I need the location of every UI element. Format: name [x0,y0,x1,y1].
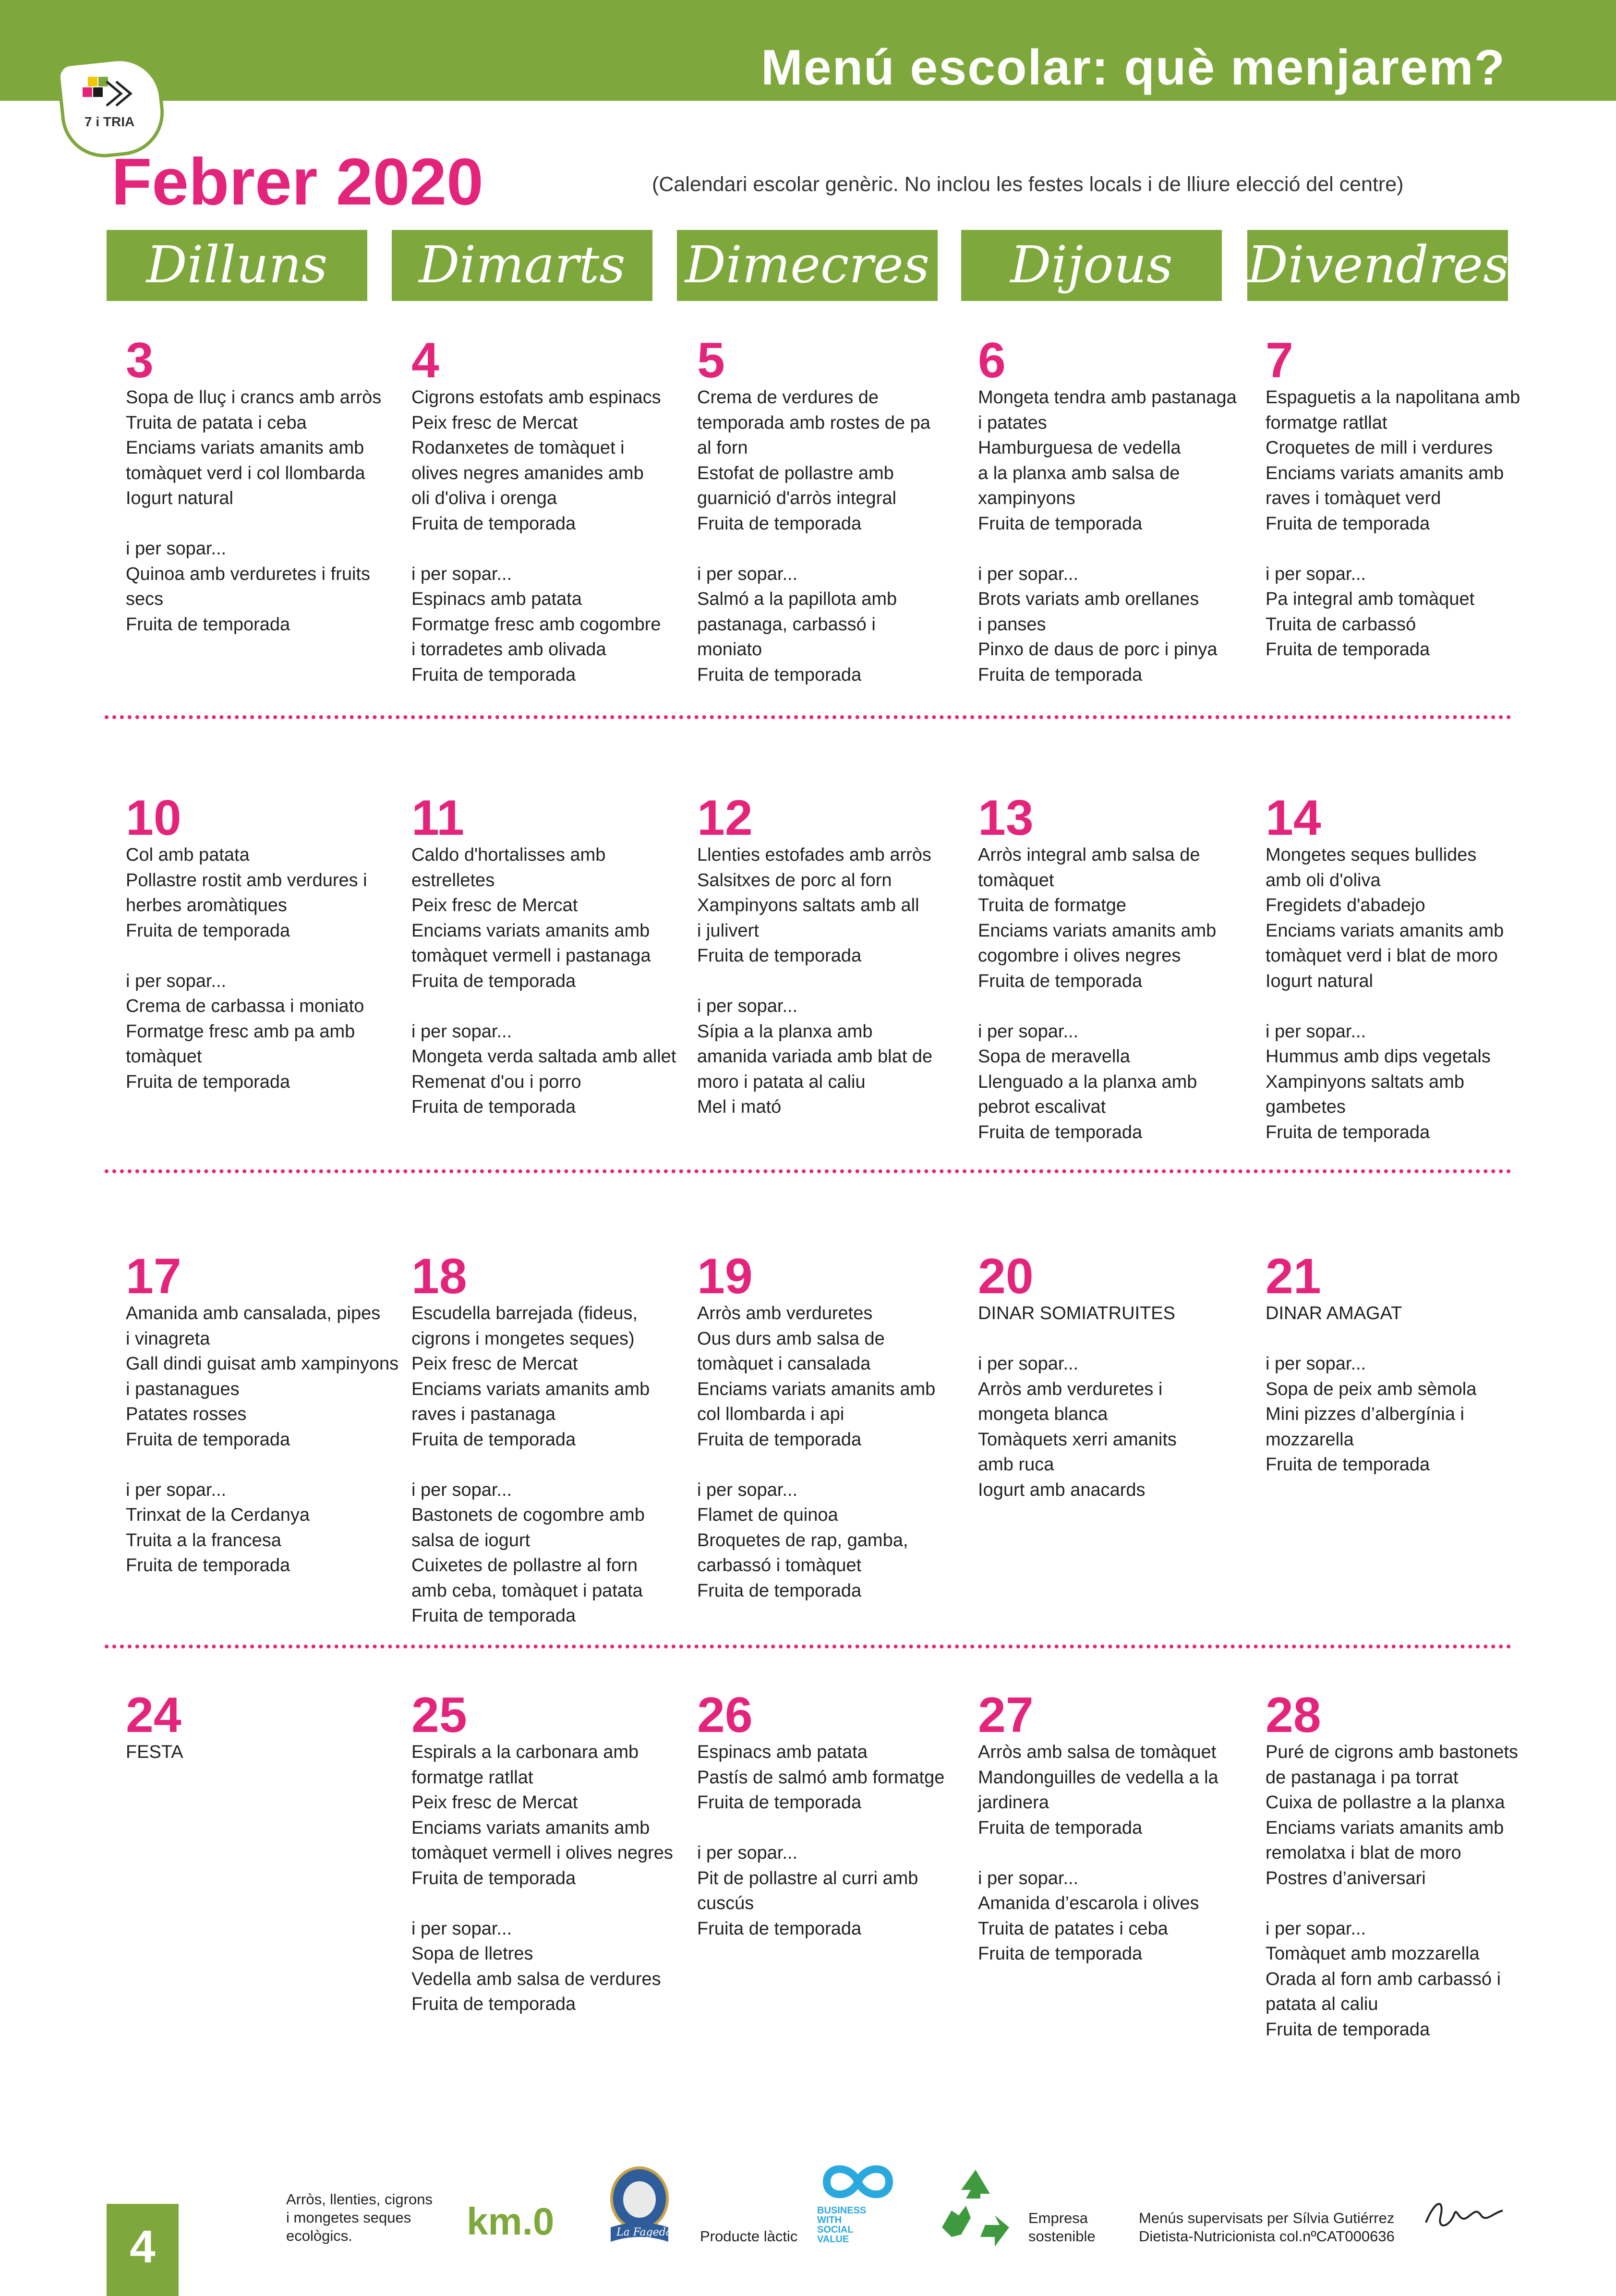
menu-item: i per sopar... [1266,1918,1366,1939]
menu-spacer [978,536,1247,562]
menu-item: Fruita de temporada [697,513,862,534]
menu-item: Estofat de pollastre amb [697,463,894,483]
day-header-wednesday: Dimecres [677,230,938,301]
day-cell [697,333,966,687]
menu-item: Escudella barrejada (fideus, [411,1303,638,1323]
bwsv-line: WITH [817,2215,842,2225]
day-cell [411,790,680,1120]
menu-item: Formatge fresc amb pa amb [126,1021,355,1042]
day-number: 11 [411,790,464,846]
menu-item: Truita a la francesa [126,1530,281,1551]
menu-item: olives negres amanides amb [411,463,644,483]
menu-item: Iogurt natural [1266,971,1373,991]
menu-item: Ous durs amb salsa de [697,1328,885,1349]
menu-item: Fruita de temporada [978,513,1143,534]
menu-item: Fruita de temporada [1266,513,1430,534]
menu-item: col llombarda i api [697,1404,844,1424]
menu-item: Fruita de temporada [126,920,290,941]
menu-item: Fruita de temporada [1266,1122,1430,1142]
menu-spacer [978,994,1247,1019]
menu-item: Fruita de temporada [1266,1455,1430,1475]
menu-item: Fruita de temporada [697,1429,862,1450]
menu-item: secs [126,589,164,609]
supervisor-line: Menús supervisats per Sílvia Gutiérrez [1139,2210,1395,2226]
menu-item: patata al caliu [1266,1994,1378,2014]
day-number: 20 [978,1249,1034,1304]
menu-item: i per sopar... [1266,1354,1366,1374]
menu-item: Flamet de quinoa [697,1505,838,1525]
menu-spacer [978,1326,1247,1352]
menu-spacer [978,1840,1247,1866]
menu-item: i panses [978,614,1046,635]
menu-item: i per sopar... [697,564,798,584]
menu-item: Pastís de salmó amb formatge [697,1767,945,1788]
menu-item: formatge ratllat [411,1767,533,1788]
menu-item: moniato [697,639,762,660]
day-number: 10 [126,790,181,846]
day-cell [978,790,1247,1145]
menu-item: Fruita de temporada [1266,639,1430,660]
menu-item: Fruita de temporada [978,1944,1143,1964]
menu-item: i torradetes amb olivada [411,639,606,660]
sustainable-line: sostenible [1028,2228,1096,2245]
menu-item: Iogurt amb anacards [978,1479,1146,1500]
menu-item: raves i tomàquet verd [1266,488,1441,508]
menu-item: Sopa de meravella [978,1046,1130,1067]
day-number: 4 [411,333,439,388]
menu-item: Hamburguesa de vedella [978,438,1181,458]
menu-item: Arròs amb verduretes [697,1303,873,1323]
menu-item: tomàquet vermell i olives negres [411,1843,673,1863]
menu-item: DINAR AMAGAT [1266,1303,1402,1323]
logo-icon [83,77,150,110]
menu-item: salsa de iogurt [411,1530,531,1551]
menu-spacer [697,1815,966,1841]
menu-item: Fruita de temporada [411,971,576,991]
menu-item: Patates rosses [126,1404,247,1424]
menu-item: i per sopar... [978,1868,1079,1888]
supervisor-credit [1139,2209,1395,2246]
menu-item: Truita de carbassó [1266,614,1416,635]
menu-item: Fregidets d'abadejo [1266,895,1425,915]
day-number: 6 [978,333,1006,388]
menu-item: Xampinyons saltats amb [1266,1071,1464,1092]
menu-item: Fruita de temporada [697,1580,862,1601]
menu-item: Cuixetes de pollastre al forn [411,1555,638,1575]
day-cell [697,1687,966,1941]
day-header-friday: Divendres [1247,230,1508,301]
day-cell [126,790,395,1094]
menu-item: DINAR SOMIATRUITES [978,1303,1175,1323]
menu-item: i per sopar... [411,1021,512,1042]
menu-item: Llenties estofades amb arròs [697,845,931,865]
menu-item: pastanaga, carbassó i [697,614,876,635]
day-number: 26 [697,1687,753,1743]
bwsv-line: VALUE [817,2234,849,2245]
menu-item: Xampinyons saltats amb all [697,895,919,915]
sustainable-line: Empresa [1028,2210,1088,2226]
menu-spacer [697,536,966,562]
day-number: 17 [126,1249,181,1304]
menu-item: Crema de verdures de [697,387,879,408]
menu-item: Enciams variats amanits amb [978,920,1217,941]
day-number: 12 [697,790,753,846]
menu-item: Enciams variats amanits amb [126,438,364,458]
menu-item: i per sopar... [126,539,227,559]
menu-item: Enciams variats amanits amb [1266,463,1504,483]
menu-item: i per sopar... [978,564,1079,584]
week-separator [105,1645,1511,1648]
menu-item: Quinoa amb verduretes i fruits [126,564,371,584]
menu-item: carbassó i tomàquet [697,1555,862,1575]
menu-item: Caldo d'hortalisses amb [411,845,606,865]
menu-spacer [411,536,680,562]
menu-item: Enciams variats amanits amb [1266,920,1504,941]
logo-text: 7 i TRIA [84,114,135,129]
menu-item: Cuixa de pollastre a la planxa [1266,1792,1505,1813]
menu-item: Postres d’aniversari [1266,1868,1426,1888]
day-cell [126,1249,399,1578]
day-number: 14 [1266,790,1321,846]
menu-item: i per sopar... [1266,1021,1366,1042]
menu-item: Peix fresc de Mercat [411,1354,578,1374]
day-header-monday: Dilluns [107,230,367,301]
menu-item: i per sopar... [411,564,512,584]
menu-item: Gall dindi guisat amb xampinyons [126,1354,399,1374]
menu-item: i per sopar... [1266,564,1366,584]
day-number: 5 [697,333,725,388]
menu-item: Fruita de temporada [411,1429,576,1450]
menu-item: i per sopar... [126,1479,227,1500]
menu-item: Fruita de temporada [697,664,862,685]
menu-item: Remenat d'ou i porro [411,1071,581,1092]
menu-item: Mongeta verda saltada amb allet [411,1046,676,1067]
day-number: 21 [1266,1249,1321,1304]
week-separator [105,715,1511,719]
menu-item: Peix fresc de Mercat [411,1792,578,1813]
menu-item: i per sopar... [697,996,798,1016]
menu-item: Mongetes seques bullides [1266,845,1477,865]
dairy-label: Producte làctic [700,2228,798,2245]
day-header-tuesday: Dimarts [392,230,652,301]
menu-item: Truita de formatge [978,895,1127,915]
fageda-logo: La Fageda [606,2165,673,2251]
menu-item: Fruita de temporada [411,1994,576,2014]
menu-item: cogombre i olives negres [978,946,1181,966]
menu-item: i patates [978,412,1047,433]
menu-item: Fruita de temporada [978,971,1143,991]
menu-item: tomàquet [978,870,1054,890]
menu-item: Fruita de temporada [126,1071,290,1092]
day-number: 24 [126,1687,181,1743]
menu-item: temporada amb rostes de pa [697,412,930,433]
menu-item: Fruita de temporada [697,1918,862,1939]
menu-item: Espinacs amb patata [411,589,582,609]
day-cell [411,1249,680,1629]
menu-item: remolatxa i blat de moro [1266,1843,1461,1863]
day-cell [411,333,680,687]
menu-item: Col amb patata [126,845,250,865]
menu-item: raves i pastanaga [411,1404,555,1424]
menu-item: Tomàquets xerri amanits [978,1429,1177,1450]
day-cell [697,790,966,1120]
menu-item: i per sopar... [411,1479,512,1500]
menu-item: herbes aromàtiques [126,895,287,915]
eco-note-line: i mongetes seques [286,2209,411,2226]
day-cell [978,1687,1247,1967]
eco-note-line: ecològics. [286,2227,352,2244]
menu-item: Trinxat de la Cerdanya [126,1505,310,1525]
km0-logo: km.0 [467,2200,555,2243]
menu-item: Enciams variats amanits amb [411,920,650,941]
day-cell [126,1687,395,1765]
day-number: 27 [978,1687,1034,1743]
menu-item: Broquetes de rap, gamba, [697,1530,908,1551]
business-social-value-logo [817,2160,899,2251]
menu-item: Mongeta tendra amb pastanaga [978,387,1237,408]
menu-item: tomàquet vermell i pastanaga [411,946,651,966]
menu-item: i pastanagues [126,1379,240,1399]
menu-item: Cigrons estofats amb espinacs [411,387,661,408]
menu-item: Fruita de temporada [978,1817,1143,1838]
menu-item: gambetes [1266,1097,1346,1117]
menu-item: Sopa de lluç i crancs amb arròs [126,387,382,408]
menu-item: a la planxa amb salsa de [978,463,1180,483]
menu-item: Enciams variats amanits amb [1266,1817,1504,1838]
day-number: 3 [126,333,154,388]
menu-spacer [1266,536,1534,562]
menu-item: mozzarella [1266,1429,1354,1450]
menu-spacer [1266,1891,1534,1916]
menu-spacer [126,943,395,969]
menu-item: Pollastre rostit amb verdures i [126,870,367,890]
menu-item: Formatge fresc amb cogombre [411,614,661,635]
menu-item: Tomàquet amb mozzarella [1266,1944,1480,1964]
menu-item: Truita de patates i ceba [978,1918,1168,1939]
menu-item: Arròs amb verduretes i [978,1379,1163,1399]
menu-item: i per sopar... [411,1918,512,1939]
menu-item: Peix fresc de Mercat [411,895,578,915]
menu-item: Arròs integral amb salsa de [978,845,1200,865]
menu-item: mongeta blanca [978,1404,1108,1424]
menu-item: i julivert [697,920,759,941]
menu-item: Mandonguilles de vedella a la [978,1767,1218,1788]
menu-item: Espaguetis a la napolitana amb [1266,387,1520,408]
menu-item: jardinera [978,1792,1049,1813]
menu-item: Fruita de temporada [126,1555,290,1575]
menu-item: Puré de cigrons amb bastonets [1266,1742,1518,1762]
menu-item: Hummus amb dips vegetals [1266,1046,1491,1067]
menu-item: amb oli d'oliva [1266,870,1381,890]
day-number: 7 [1266,333,1293,388]
menu-item: oli d'oliva i orenga [411,488,557,508]
menu-item: Salsitxes de porc al forn [697,870,892,890]
menu-item: amanida variada amb blat de [697,1046,933,1067]
menu-spacer [411,1452,680,1478]
menu-item: xampinyons [978,488,1075,508]
menu-item: cigrons i mongetes seques) [411,1328,635,1349]
menu-item: i per sopar... [978,1354,1079,1374]
menu-item: Fruita de temporada [978,1122,1143,1142]
menu-item: tomàquet [126,1046,202,1067]
menu-item: i per sopar... [697,1479,798,1500]
day-cell [978,333,1247,687]
menu-item: Pit de pollastre al curri amb [697,1868,918,1888]
day-cell [978,1249,1247,1503]
menu-item: Fruita de temporada [126,614,290,635]
menu-item: Orada al forn amb carbassó i [1266,1969,1501,1989]
menu-item: Fruita de temporada [411,1097,576,1117]
menu-item: Rodanxetes de tomàquet i [411,438,625,458]
eco-note-line: Arròs, llenties, cigrons [286,2191,433,2208]
menu-item: Arròs amb salsa de tomàquet [978,1742,1217,1762]
menu-item: Mini pizzes d’albergínia i [1266,1404,1464,1424]
menu-item: estrelletes [411,870,495,890]
menu-item: Fruita de temporada [411,513,576,534]
sustainable-label [1028,2209,1096,2246]
menu-item: Fruita de temporada [978,664,1143,685]
menu-item: Sípia a la planxa amb [697,1021,873,1042]
menu-item: formatge ratllat [1266,412,1387,433]
menu-item: tomàquet verd i col llombarda [126,463,365,483]
month-title: Febrer 2020 [111,145,483,219]
menu-item: Brots variats amb orellanes [978,589,1199,609]
menu-item: Pinxo de daus de porc i pinya [978,639,1218,660]
calendar-note: (Calendari escolar genèric. No inclou les festes locals i de lliure elecció del centre) [652,173,1404,196]
menu-item: Enciams variats amanits amb [697,1379,936,1399]
menu-item: pebrot escalivat [978,1097,1106,1117]
day-number: 19 [697,1249,753,1304]
menu-spacer [697,969,966,994]
menu-item: Fruita de temporada [697,946,862,966]
menu-item: Vedella amb salsa de verdures [411,1969,661,1989]
supervisor-line: Dietista-Nutricionista col.nºCAT000636 [1139,2228,1395,2245]
signature [1421,2194,1507,2237]
day-header-thursday: Dijous [961,230,1222,301]
day-cell [1266,1687,1534,2042]
day-cell [1266,333,1534,662]
recycle-icon [932,2165,1019,2251]
menu-item: i per sopar... [697,1843,798,1863]
day-cell [1266,1249,1534,1478]
menu-item: Sopa de peix amb sèmola [1266,1379,1477,1399]
week-separator [105,1169,1511,1173]
menu-item: Fruita de temporada [411,1606,576,1626]
page-title: Menú escolar: què menjarem? [761,40,1506,96]
menu-item: Fruita de temporada [126,1429,290,1450]
menu-item: tomàquet i cansalada [697,1354,871,1374]
bwsv-line: BUSINESS [817,2205,867,2216]
menu-item: moro i patata al caliu [697,1071,866,1092]
menu-item: cuscús [697,1893,754,1913]
menu-spacer [126,1452,395,1478]
day-cell [126,333,395,637]
menu-item: Pa integral amb tomàquet [1266,589,1475,609]
menu-item: de pastanaga i pa torrat [1266,1767,1459,1788]
day-number: 28 [1266,1687,1321,1743]
menu-item: Fruita de temporada [697,1792,862,1813]
menu-item: Iogurt natural [126,488,233,508]
menu-item: tomàquet verd i blat de moro [1266,946,1498,966]
menu-item: Espinacs amb patata [697,1742,868,1762]
eco-note [286,2190,433,2245]
day-cell [697,1249,966,1603]
day-number: 25 [411,1687,467,1743]
menu-item: Mel i mató [697,1097,782,1117]
menu-spacer [697,1452,966,1478]
menu-spacer [411,994,680,1019]
menu-spacer [411,1891,680,1916]
menu-item: Truita de patata i ceba [126,412,307,433]
menu-item: Enciams variats amanits amb [411,1817,650,1838]
menu-item: FESTA [126,1742,183,1762]
menu-item: Amanida amb cansalada, pipes [126,1303,381,1323]
bwsv-line: SOCIAL [817,2224,854,2235]
menu-item: Croquetes de mill i verdures [1266,438,1493,458]
menu-item: Peix fresc de Mercat [411,412,578,433]
menu-item: Fruita de temporada [411,664,576,685]
menu-item: Bastonets de cogombre amb [411,1505,645,1525]
menu-spacer [1266,994,1534,1019]
menu-item: Fruita de temporada [411,1868,576,1888]
day-cell [1266,790,1534,1145]
menu-spacer [1266,1326,1534,1352]
menu-item: amb ruca [978,1455,1054,1475]
menu-spacer [126,511,395,537]
menu-item: Enciams variats amanits amb [411,1379,650,1399]
day-cell [411,1687,680,2017]
menu-item: Sopa de lletres [411,1944,533,1964]
menu-item: Amanida d’escarola i olives [978,1893,1199,1913]
menu-item: i per sopar... [126,971,227,991]
day-number: 13 [978,790,1034,846]
menu-item: i per sopar... [978,1021,1079,1042]
page-number: 4 [107,2204,179,2296]
menu-item: al forn [697,438,748,458]
menu-item: Espirals a la carbonara amb [411,1742,639,1762]
menu-item: Llenguado a la planxa amb [978,1071,1197,1092]
menu-item: Salmó a la papillota amb [697,589,897,609]
menu-item: guarnició d'arròs integral [697,488,896,508]
menu-item: Crema de carbassa i moniato [126,996,364,1016]
menu-item: Fruita de temporada [1266,2019,1430,2040]
menu-item: i vinagreta [126,1328,210,1349]
menu-item: amb ceba, tomàquet i patata [411,1580,643,1601]
day-number: 18 [411,1249,467,1304]
